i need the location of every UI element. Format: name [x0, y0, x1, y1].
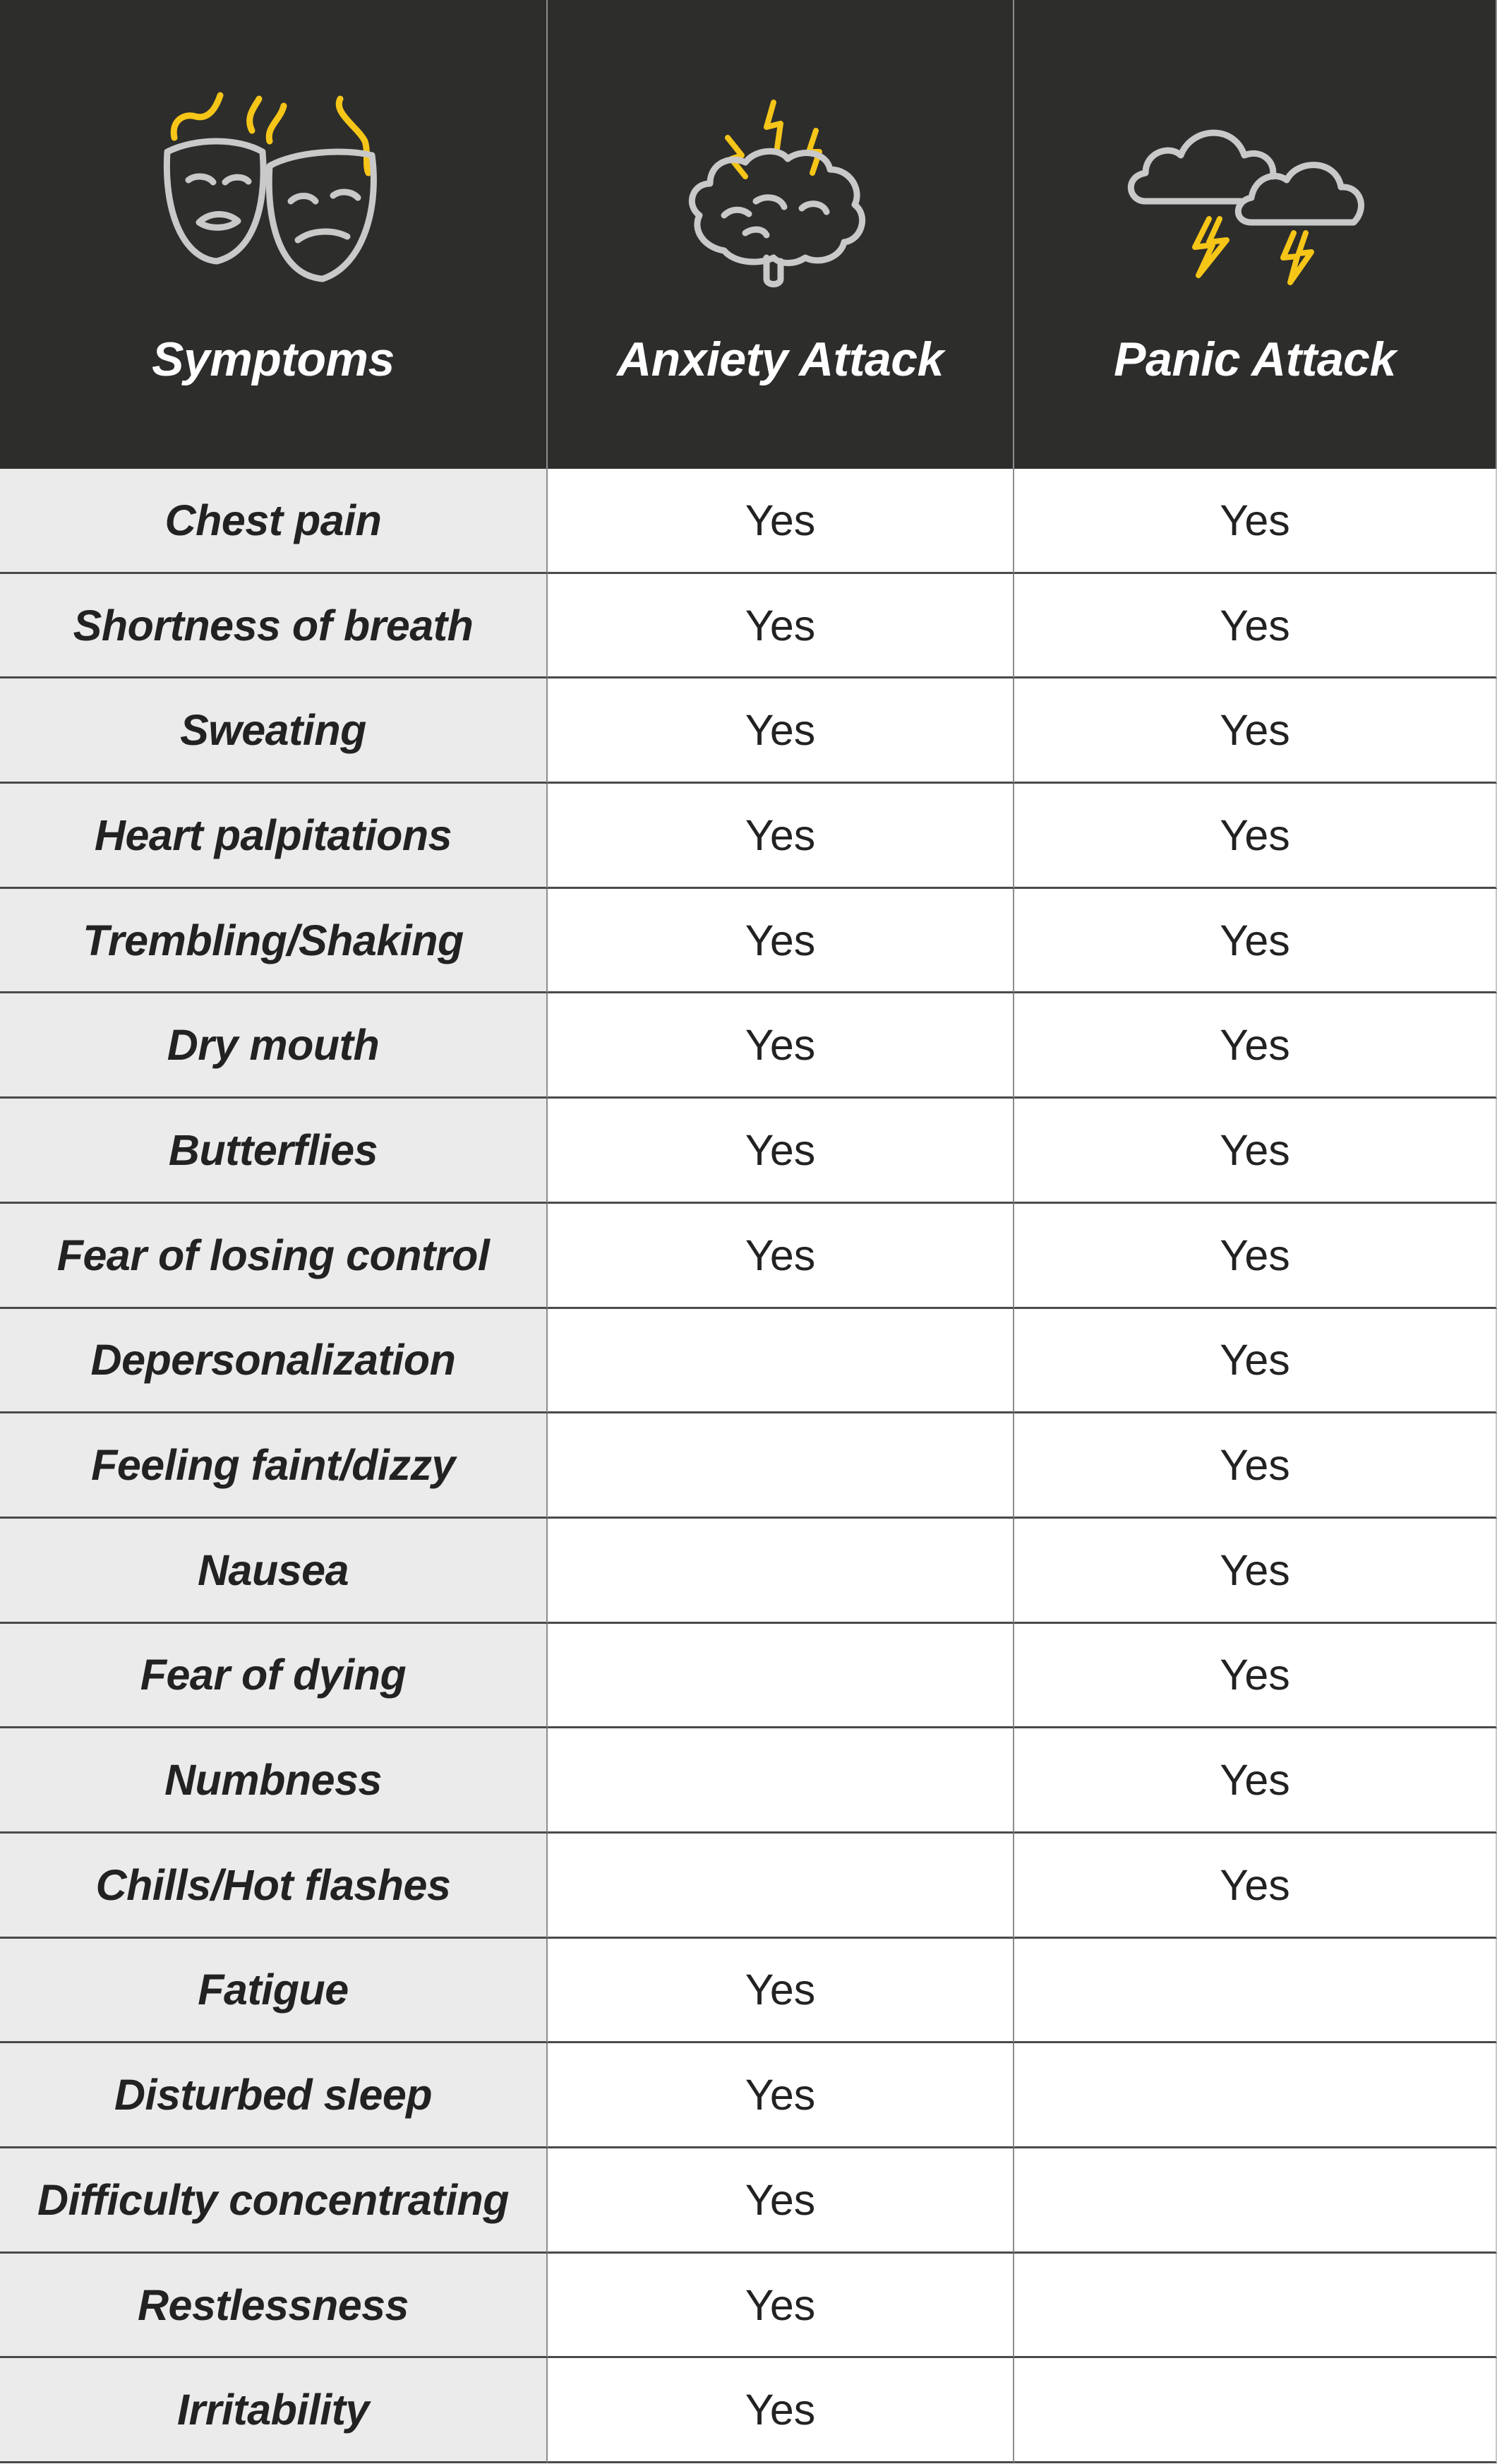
symptom-cell: Disturbed sleep: [0, 2043, 548, 2148]
panic-value-cell: Yes: [1014, 1728, 1497, 1834]
header-symptoms: [0, 0, 548, 469]
anxiety-value-cell: Yes: [548, 889, 1014, 994]
panic-value-cell: Yes: [1014, 1309, 1497, 1414]
symptom-cell: Heart palpitations: [0, 784, 548, 889]
storm-clouds-icon: [1121, 88, 1389, 300]
symptom-cell: Fear of losing control: [0, 1204, 548, 1309]
panic-value-cell: Yes: [1014, 993, 1497, 1099]
anxiety-value-cell: [548, 1728, 1014, 1834]
panic-value-cell: Yes: [1014, 678, 1497, 784]
panic-value-cell: Yes: [1014, 784, 1497, 889]
panic-value-cell: [1014, 2043, 1497, 2148]
panic-value-cell: Yes: [1014, 1413, 1497, 1519]
anxiety-value-cell: [548, 1834, 1014, 1939]
anxiety-value-cell: Yes: [548, 1099, 1014, 1204]
panic-value-cell: Yes: [1014, 469, 1497, 574]
symptom-cell: Sweating: [0, 678, 548, 784]
anxiety-value-cell: Yes: [548, 2148, 1014, 2254]
anxiety-value-cell: [548, 1413, 1014, 1519]
panic-value-cell: Yes: [1014, 1519, 1497, 1624]
panic-value-cell: [1014, 2148, 1497, 2254]
anxiety-value-cell: [548, 1624, 1014, 1729]
anxiety-value-cell: Yes: [548, 2043, 1014, 2148]
brain-lightning-icon: [675, 88, 886, 300]
panic-value-cell: [1014, 1939, 1497, 2044]
anxiety-value-cell: Yes: [548, 574, 1014, 679]
panic-value-cell: Yes: [1014, 574, 1497, 679]
anxiety-value-cell: Yes: [548, 678, 1014, 784]
symptom-cell: Trembling/Shaking: [0, 889, 548, 994]
theatre-masks-icon: [153, 88, 393, 300]
anxiety-value-cell: [548, 1309, 1014, 1414]
anxiety-value-cell: Yes: [548, 1939, 1014, 2044]
panic-value-cell: Yes: [1014, 1099, 1497, 1204]
symptom-cell: Depersonalization: [0, 1309, 548, 1414]
panic-value-cell: Yes: [1014, 1834, 1497, 1939]
header-label-symptoms: Symptoms: [152, 333, 395, 386]
symptom-cell: Fatigue: [0, 1939, 548, 2044]
symptom-cell: Difficulty concentrating: [0, 2148, 548, 2254]
symptom-cell: Butterflies: [0, 1099, 548, 1204]
anxiety-value-cell: Yes: [548, 2254, 1014, 2359]
symptom-cell: Feeling faint/dizzy: [0, 1413, 548, 1519]
symptom-cell: Chills/Hot flashes: [0, 1834, 548, 1939]
panic-value-cell: [1014, 2358, 1497, 2463]
anxiety-value-cell: Yes: [548, 993, 1014, 1099]
panic-value-cell: [1014, 2254, 1497, 2359]
anxiety-value-cell: [548, 1519, 1014, 1624]
symptom-cell: Nausea: [0, 1519, 548, 1624]
header-anxiety-attack: [548, 0, 1014, 469]
symptom-cell: Shortness of breath: [0, 574, 548, 679]
symptom-cell: Dry mouth: [0, 993, 548, 1099]
symptom-cell: Numbness: [0, 1728, 548, 1834]
anxiety-value-cell: Yes: [548, 784, 1014, 889]
symptom-cell: Chest pain: [0, 469, 548, 574]
header-label-anxiety-attack: Anxiety Attack: [617, 333, 944, 386]
symptom-cell: Fear of dying: [0, 1624, 548, 1729]
header-label-panic-attack: Panic Attack: [1114, 333, 1396, 386]
anxiety-value-cell: Yes: [548, 2358, 1014, 2463]
panic-value-cell: Yes: [1014, 1204, 1497, 1309]
panic-value-cell: Yes: [1014, 1624, 1497, 1729]
panic-value-cell: Yes: [1014, 889, 1497, 994]
anxiety-value-cell: Yes: [548, 1204, 1014, 1309]
header-panic-attack: [1014, 0, 1497, 469]
symptom-cell: Restlessness: [0, 2254, 548, 2359]
anxiety-value-cell: Yes: [548, 469, 1014, 574]
symptom-cell: Irritability: [0, 2358, 548, 2463]
